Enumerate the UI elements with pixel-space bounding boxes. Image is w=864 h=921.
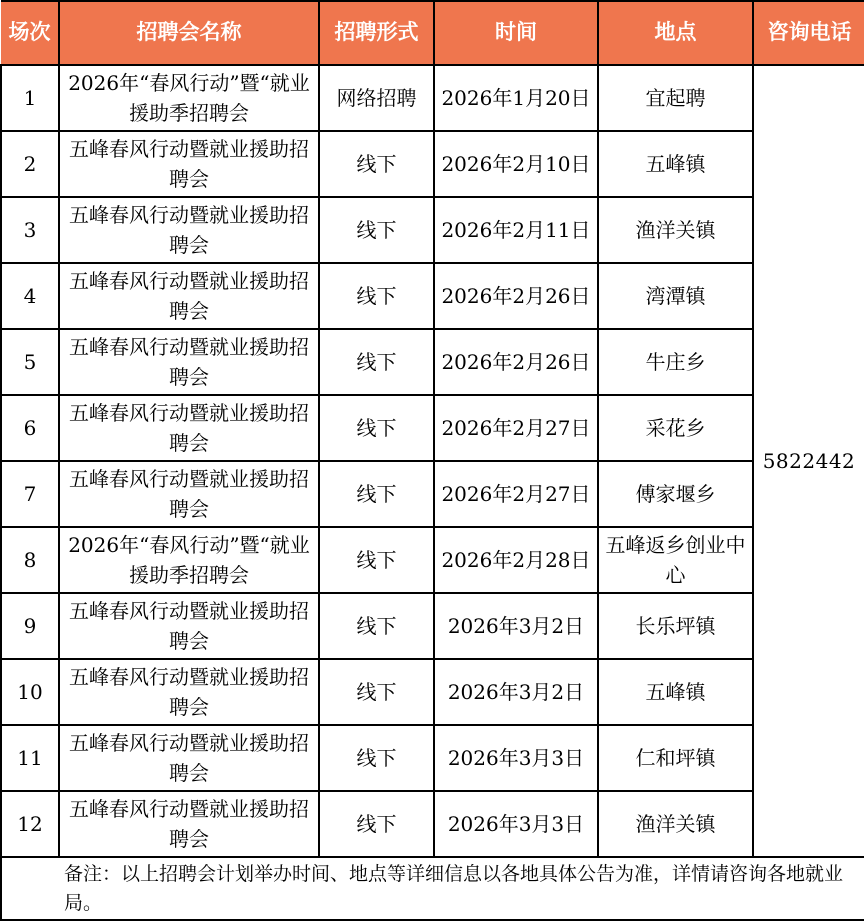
- fair-name-cell: 五峰春风行动暨就业援助招聘会: [59, 131, 319, 197]
- col-header-session: 场次: [1, 1, 59, 65]
- table-row: [1, 395, 864, 461]
- session-cell: 10: [1, 659, 59, 725]
- date-cell: 2026年3月2日: [434, 593, 598, 659]
- form-cell: 线下: [319, 593, 434, 659]
- col-header-location: 地点: [598, 1, 753, 65]
- session-cell: 1: [1, 65, 59, 131]
- form-cell: 线下: [319, 263, 434, 329]
- location-cell: 长乐坪镇: [598, 593, 753, 659]
- note-row: [1, 857, 864, 920]
- table-row: [1, 131, 864, 197]
- table-row: [1, 527, 864, 593]
- form-cell: 线下: [319, 461, 434, 527]
- fair-name-cell: 2026年“春风行动”暨“就业援助季招聘会: [59, 527, 319, 593]
- date-cell: 2026年1月20日: [434, 65, 598, 131]
- date-cell: 2026年2月27日: [434, 461, 598, 527]
- fair-name-cell: 五峰春风行动暨就业援助招聘会: [59, 791, 319, 857]
- fair-name-cell: 五峰春风行动暨就业援助招聘会: [59, 329, 319, 395]
- form-cell: 线下: [319, 131, 434, 197]
- table-row: [1, 461, 864, 527]
- fair-name-cell: 五峰春风行动暨就业援助招聘会: [59, 593, 319, 659]
- date-cell: 2026年2月11日: [434, 197, 598, 263]
- form-cell: 线下: [319, 725, 434, 791]
- form-cell: 网络招聘: [319, 65, 434, 131]
- table-body: [1, 65, 864, 920]
- location-cell: 湾潭镇: [598, 263, 753, 329]
- fair-name-cell: 五峰春风行动暨就业援助招聘会: [59, 725, 319, 791]
- date-cell: 2026年2月10日: [434, 131, 598, 197]
- form-cell: 线下: [319, 527, 434, 593]
- session-cell: 9: [1, 593, 59, 659]
- location-cell: 五峰返乡创业中心: [598, 527, 753, 593]
- col-header-time: 时间: [434, 1, 598, 65]
- fair-name-cell: 五峰春风行动暨就业援助招聘会: [59, 263, 319, 329]
- form-cell: 线下: [319, 197, 434, 263]
- form-cell: 线下: [319, 395, 434, 461]
- phone-cell: 5822442: [753, 65, 864, 857]
- header-row: [1, 1, 864, 65]
- table-row: [1, 329, 864, 395]
- fair-name-cell: 五峰春风行动暨就业援助招聘会: [59, 197, 319, 263]
- location-cell: 傅家堰乡: [598, 461, 753, 527]
- date-cell: 2026年3月3日: [434, 725, 598, 791]
- table-row: [1, 197, 864, 263]
- location-cell: 仁和坪镇: [598, 725, 753, 791]
- fair-name-cell: 五峰春风行动暨就业援助招聘会: [59, 395, 319, 461]
- location-cell: 五峰镇: [598, 659, 753, 725]
- fair-name-cell: 五峰春风行动暨就业援助招聘会: [59, 659, 319, 725]
- form-cell: 线下: [319, 791, 434, 857]
- fair-name-cell: 五峰春风行动暨就业援助招聘会: [59, 461, 319, 527]
- col-header-fair-name: 招聘会名称: [59, 1, 319, 65]
- form-cell: 线下: [319, 659, 434, 725]
- location-cell: 渔洋关镇: [598, 197, 753, 263]
- note-cell: 备注：以上招聘会计划举办时间、地点等详细信息以各地具体公告为准，详情请咨询各地就业局。: [1, 857, 864, 920]
- table-row: [1, 65, 864, 131]
- session-cell: 8: [1, 527, 59, 593]
- table-row: [1, 791, 864, 857]
- location-cell: 五峰镇: [598, 131, 753, 197]
- session-cell: 2: [1, 131, 59, 197]
- date-cell: 2026年2月28日: [434, 527, 598, 593]
- table-row: [1, 659, 864, 725]
- table-row: [1, 725, 864, 791]
- col-header-form: 招聘形式: [319, 1, 434, 65]
- session-cell: 12: [1, 791, 59, 857]
- date-cell: 2026年3月3日: [434, 791, 598, 857]
- table-header: [1, 1, 864, 65]
- table-row: [1, 593, 864, 659]
- date-cell: 2026年2月26日: [434, 263, 598, 329]
- fair-name-cell: 2026年“春风行动”暨“就业援助季招聘会: [59, 65, 319, 131]
- location-cell: 渔洋关镇: [598, 791, 753, 857]
- location-cell: 牛庄乡: [598, 329, 753, 395]
- table-row: [1, 263, 864, 329]
- date-cell: 2026年2月27日: [434, 395, 598, 461]
- location-cell: 采花乡: [598, 395, 753, 461]
- session-cell: 11: [1, 725, 59, 791]
- session-cell: 6: [1, 395, 59, 461]
- location-cell: 宜起聘: [598, 65, 753, 131]
- form-cell: 线下: [319, 329, 434, 395]
- session-cell: 3: [1, 197, 59, 263]
- session-cell: 7: [1, 461, 59, 527]
- date-cell: 2026年2月26日: [434, 329, 598, 395]
- session-cell: 4: [1, 263, 59, 329]
- col-header-phone: 咨询电话: [753, 1, 864, 65]
- date-cell: 2026年3月2日: [434, 659, 598, 725]
- session-cell: 5: [1, 329, 59, 395]
